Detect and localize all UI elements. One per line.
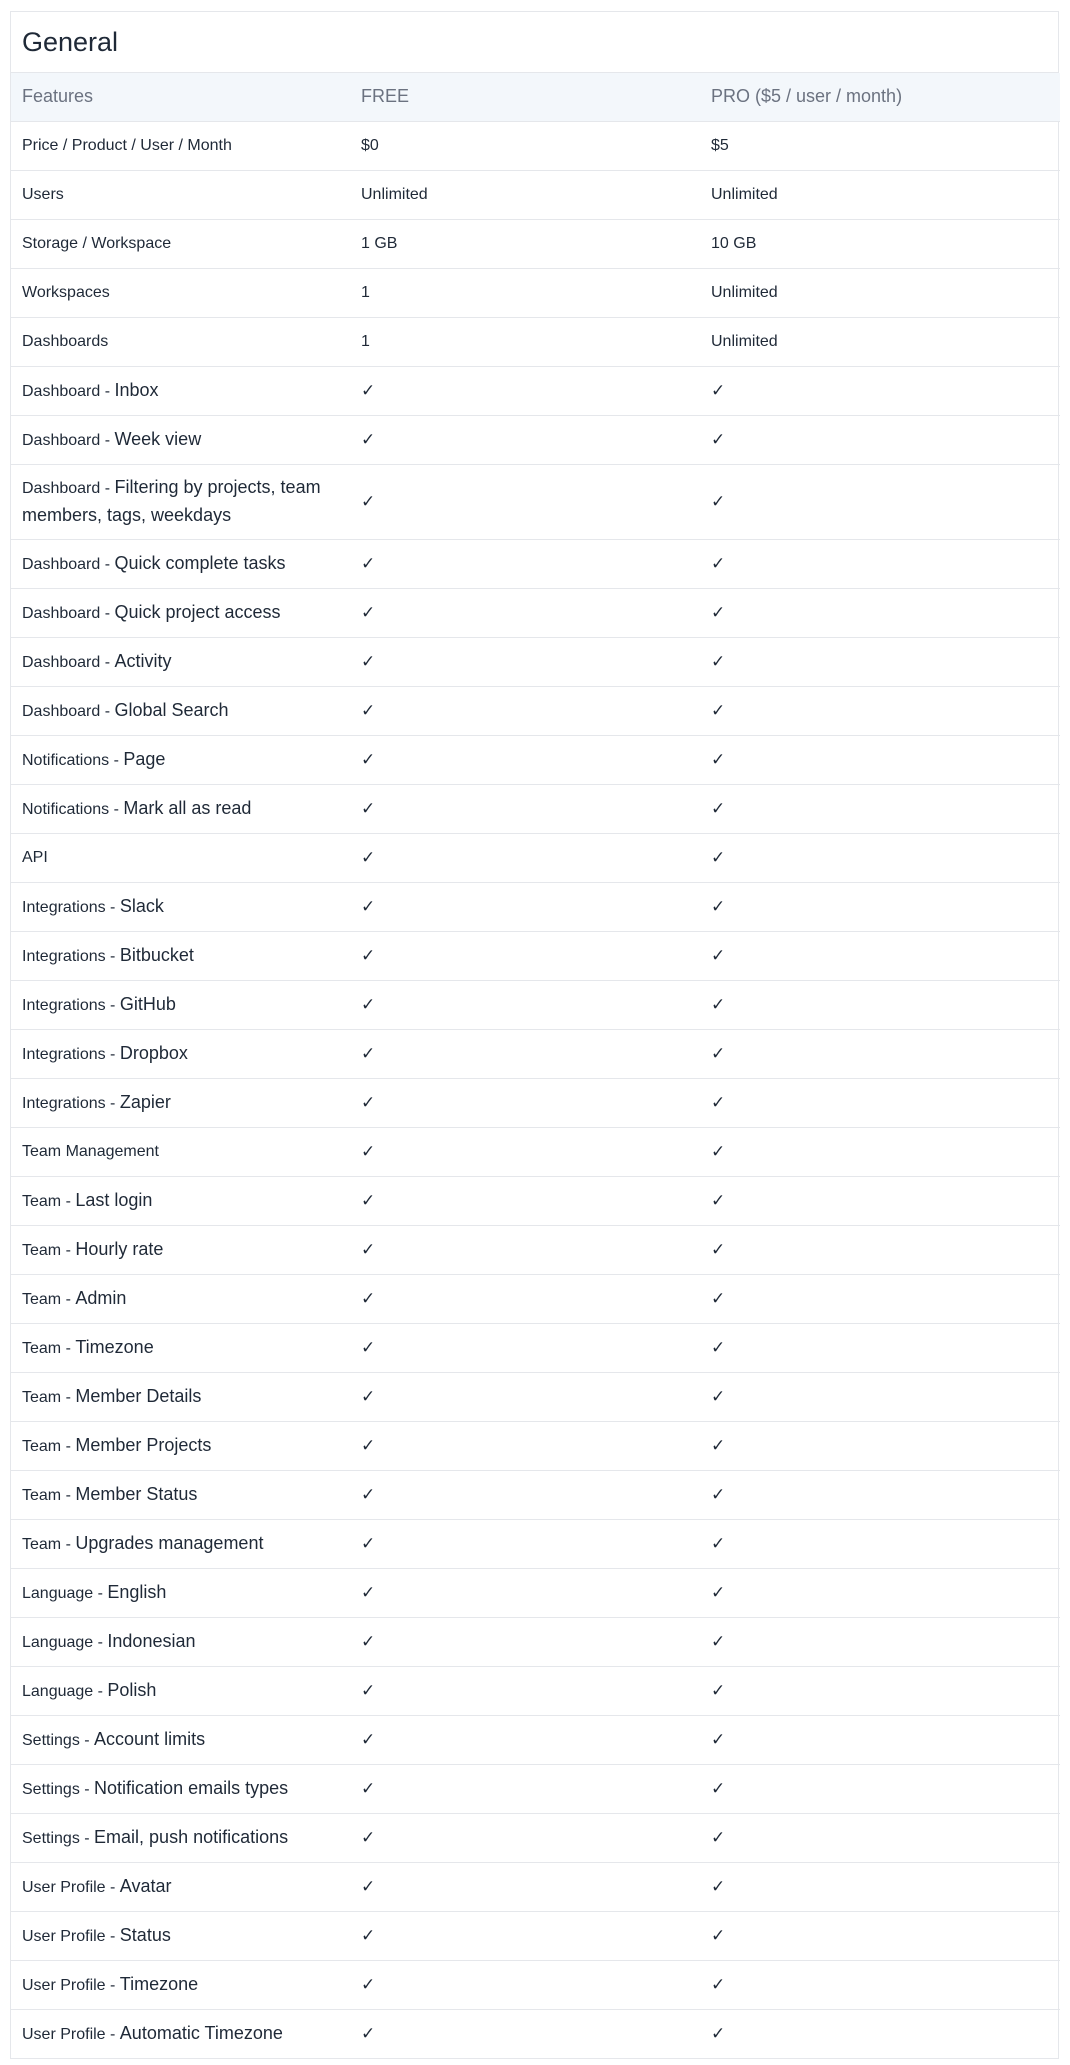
pro-plan-checkmark-icon: ✓: [700, 1029, 1060, 1078]
free-plan-value: 1: [350, 268, 700, 317]
feature-category: Storage / Workspace: [22, 234, 172, 252]
feature-cell: [11, 588, 350, 637]
feature-cell: [11, 415, 350, 464]
table-row: [11, 1960, 1060, 2009]
pro-plan-checkmark-icon: ✓: [700, 686, 1060, 735]
feature-separator: -: [79, 1830, 95, 1847]
feature-category: Dashboard: [22, 605, 101, 622]
free-plan-checkmark-icon: ✓: [350, 980, 700, 1029]
feature-category: Dashboard: [22, 556, 101, 573]
free-plan-checkmark-icon: ✓: [350, 1960, 700, 2009]
feature-name: Mark all as read: [123, 798, 252, 818]
free-plan-checkmark-icon: ✓: [350, 1666, 700, 1715]
free-plan-value: 1 GB: [350, 219, 700, 268]
pro-plan-checkmark-icon: ✓: [700, 588, 1060, 637]
feature-cell: [11, 1813, 350, 1862]
feature-separator: -: [61, 1193, 76, 1210]
feature-name: Activity: [114, 651, 172, 671]
pro-plan-checkmark-icon: ✓: [700, 1225, 1060, 1274]
table-row: [11, 1813, 1060, 1862]
feature-name: Member Status: [75, 1484, 198, 1504]
table-row: [11, 1127, 1060, 1176]
pricing-comparison-card: [10, 11, 1059, 2059]
feature-separator: -: [105, 899, 120, 916]
free-plan-checkmark-icon: ✓: [350, 366, 700, 415]
feature-name: GitHub: [119, 994, 176, 1014]
feature-cell: [11, 1225, 350, 1274]
feature-separator: -: [61, 1438, 76, 1455]
feature-category: Team: [22, 1438, 62, 1455]
feature-separator: -: [105, 1977, 120, 1994]
pro-plan-value: Unlimited: [700, 268, 1060, 317]
feature-category: User Profile: [22, 1928, 106, 1945]
pro-plan-checkmark-icon: ✓: [700, 1568, 1060, 1617]
feature-category: Dashboard: [22, 654, 101, 671]
feature-name: Bitbucket: [119, 945, 194, 965]
pro-plan-checkmark-icon: ✓: [700, 1960, 1060, 2009]
feature-cell: [11, 539, 350, 588]
feature-name: Indonesian: [107, 1631, 196, 1651]
feature-category: Team: [22, 1340, 62, 1357]
pro-plan-checkmark-icon: ✓: [700, 833, 1060, 882]
pro-plan-checkmark-icon: ✓: [700, 1764, 1060, 1813]
free-plan-checkmark-icon: ✓: [350, 464, 700, 539]
feature-separator: -: [100, 383, 115, 400]
feature-category: Users: [22, 185, 64, 203]
feature-cell: [11, 735, 350, 784]
feature-name: Filtering by projects, team members, tags, weekdays: [22, 476, 321, 525]
feature-category: User Profile: [22, 2026, 106, 2044]
feature-cell: [11, 784, 350, 833]
feature-category: Price / Product / User / Month: [22, 136, 232, 154]
table-row: [11, 1519, 1060, 1568]
free-plan-checkmark-icon: ✓: [350, 1764, 700, 1813]
table-row: [11, 1764, 1060, 1813]
feature-category: Dashboard: [22, 383, 101, 400]
free-plan-checkmark-icon: ✓: [350, 1813, 700, 1862]
table-row: [11, 882, 1060, 931]
feature-category: Language: [22, 1683, 94, 1700]
column-header-free: FREE: [350, 73, 700, 121]
feature-name: Quick project access: [114, 602, 281, 622]
free-plan-checkmark-icon: ✓: [350, 1029, 700, 1078]
free-plan-checkmark-icon: ✓: [350, 1421, 700, 1470]
pro-plan-checkmark-icon: ✓: [700, 464, 1060, 539]
free-plan-checkmark-icon: ✓: [350, 1470, 700, 1519]
feature-separator: -: [79, 1732, 95, 1749]
feature-cell: [11, 637, 350, 686]
feature-name: Automatic Timezone: [119, 2023, 283, 2044]
feature-name: Slack: [119, 896, 164, 916]
free-plan-checkmark-icon: ✓: [350, 1225, 700, 1274]
free-plan-checkmark-icon: ✓: [350, 637, 700, 686]
feature-cell: [11, 1274, 350, 1323]
table-row: [11, 170, 1060, 219]
feature-category: Language: [22, 1585, 94, 1602]
feature-name: Status: [119, 1925, 171, 1945]
pro-plan-checkmark-icon: ✓: [700, 1176, 1060, 1225]
table-row: [11, 833, 1060, 882]
table-row: [11, 784, 1060, 833]
feature-cell: [11, 2009, 350, 2058]
free-plan-checkmark-icon: ✓: [350, 1519, 700, 1568]
free-plan-checkmark-icon: ✓: [350, 735, 700, 784]
feature-category: Team: [22, 1193, 62, 1210]
feature-name: Dropbox: [119, 1043, 188, 1063]
feature-category: Team Management: [22, 1142, 159, 1160]
pro-plan-checkmark-icon: ✓: [700, 415, 1060, 464]
table-row: [11, 539, 1060, 588]
feature-separator: -: [105, 1095, 120, 1112]
feature-name: Hourly rate: [75, 1239, 164, 1259]
feature-separator: -: [105, 1879, 120, 1896]
pro-plan-checkmark-icon: ✓: [700, 980, 1060, 1029]
free-plan-checkmark-icon: ✓: [350, 1127, 700, 1176]
feature-separator: -: [61, 1487, 76, 1504]
table-row: [11, 366, 1060, 415]
pro-plan-checkmark-icon: ✓: [700, 366, 1060, 415]
free-plan-checkmark-icon: ✓: [350, 415, 700, 464]
feature-cell: [11, 686, 350, 735]
pro-plan-value: 10 GB: [700, 219, 1060, 268]
column-header-features: Features: [11, 73, 350, 121]
feature-cell: [11, 268, 350, 317]
feature-cell: [11, 1666, 350, 1715]
feature-category: Language: [22, 1634, 94, 1651]
feature-separator: -: [100, 605, 115, 622]
feature-name: Member Details: [75, 1386, 202, 1406]
table-row: [11, 1372, 1060, 1421]
feature-name: Global Search: [114, 700, 229, 720]
free-plan-checkmark-icon: ✓: [350, 882, 700, 931]
feature-cell: [11, 1960, 350, 2009]
feature-name: Member Projects: [75, 1435, 212, 1455]
feature-cell: [11, 1911, 350, 1960]
table-row: [11, 735, 1060, 784]
table-row: [11, 588, 1060, 637]
feature-name: Last login: [75, 1190, 153, 1210]
feature-name: Admin: [75, 1288, 127, 1308]
feature-category: Settings: [22, 1732, 80, 1749]
free-plan-checkmark-icon: ✓: [350, 686, 700, 735]
table-row: [11, 1568, 1060, 1617]
feature-name: Avatar: [119, 1876, 172, 1896]
pro-plan-value: $5: [700, 121, 1060, 170]
feature-separator: -: [61, 1340, 76, 1357]
feature-name: English: [107, 1582, 167, 1602]
feature-separator: -: [93, 1683, 108, 1700]
feature-category: Integrations: [22, 997, 106, 1014]
feature-category: Integrations: [22, 1046, 106, 1063]
feature-separator: -: [105, 2026, 120, 2044]
feature-cell: [11, 464, 350, 539]
table-row: [11, 1274, 1060, 1323]
feature-comparison-table: [11, 73, 1060, 2058]
feature-cell: [11, 1617, 350, 1666]
table-row: [11, 317, 1060, 366]
feature-cell: [11, 1372, 350, 1421]
feature-name: Week view: [114, 429, 202, 449]
pro-plan-checkmark-icon: ✓: [700, 1862, 1060, 1911]
feature-separator: -: [100, 556, 115, 573]
feature-separator: -: [105, 997, 120, 1014]
feature-separator: -: [105, 1928, 120, 1945]
free-plan-checkmark-icon: ✓: [350, 1274, 700, 1323]
feature-cell: [11, 1470, 350, 1519]
table-row: [11, 121, 1060, 170]
feature-category: Integrations: [22, 948, 106, 965]
feature-separator: -: [79, 1781, 95, 1798]
pro-plan-checkmark-icon: ✓: [700, 1421, 1060, 1470]
free-plan-checkmark-icon: ✓: [350, 1372, 700, 1421]
feature-category: API: [22, 848, 48, 866]
feature-name: Polish: [107, 1680, 157, 1700]
pro-plan-checkmark-icon: ✓: [700, 1617, 1060, 1666]
feature-cell: [11, 1078, 350, 1127]
pro-plan-checkmark-icon: ✓: [711, 2023, 726, 2043]
feature-separator: -: [100, 479, 115, 497]
free-plan-value: Unlimited: [350, 170, 700, 219]
table-body: [11, 121, 1060, 2058]
pro-plan-checkmark-icon: ✓: [700, 1911, 1060, 1960]
feature-name: Inbox: [114, 380, 159, 400]
free-plan-value: $0: [350, 121, 700, 170]
pro-plan-checkmark-icon: ✓: [700, 1323, 1060, 1372]
feature-cell: [11, 1519, 350, 1568]
feature-cell: [11, 1176, 350, 1225]
free-plan-checkmark-icon: ✓: [350, 539, 700, 588]
feature-cell: [11, 931, 350, 980]
feature-category: Team: [22, 1242, 62, 1259]
feature-separator: -: [109, 801, 124, 818]
feature-separator: -: [61, 1291, 76, 1308]
feature-cell: [11, 1568, 350, 1617]
feature-cell: [11, 1127, 350, 1176]
feature-separator: -: [100, 432, 115, 449]
table-row: [11, 980, 1060, 1029]
free-plan-checkmark-icon: ✓: [350, 1323, 700, 1372]
section-title: General: [11, 12, 1058, 73]
feature-category: Integrations: [22, 899, 106, 916]
pro-plan-checkmark-icon: ✓: [700, 1813, 1060, 1862]
feature-category: Integrations: [22, 1095, 106, 1112]
feature-category: Notifications: [22, 801, 110, 818]
free-plan-checkmark-icon: ✓: [350, 1078, 700, 1127]
feature-cell: [11, 121, 350, 170]
feature-separator: -: [100, 654, 115, 671]
table-row: [11, 1617, 1060, 1666]
feature-separator: -: [61, 1242, 76, 1259]
feature-separator: -: [109, 752, 124, 769]
table-row: [11, 464, 1060, 539]
free-plan-checkmark-icon: ✓: [350, 1617, 700, 1666]
feature-category: Dashboards: [22, 332, 109, 350]
feature-separator: -: [93, 1634, 108, 1651]
pro-plan-checkmark-icon: ✓: [700, 931, 1060, 980]
table-row: [11, 637, 1060, 686]
feature-category: Team: [22, 1487, 62, 1504]
pro-plan-checkmark-icon: ✓: [700, 1519, 1060, 1568]
pro-plan-checkmark-icon: ✓: [700, 882, 1060, 931]
pro-plan-checkmark-icon: ✓: [700, 539, 1060, 588]
feature-separator: -: [61, 1536, 76, 1553]
feature-separator: -: [93, 1585, 108, 1602]
free-plan-checkmark-icon: ✓: [350, 1715, 700, 1764]
free-plan-checkmark-icon: ✓: [350, 784, 700, 833]
free-plan-checkmark-icon: ✓: [350, 1176, 700, 1225]
table-row: [11, 1862, 1060, 1911]
pro-plan-checkmark-icon: ✓: [700, 1078, 1060, 1127]
feature-cell: [11, 833, 350, 882]
table-row: [11, 2009, 1060, 2058]
pro-plan-checkmark-icon: ✓: [700, 735, 1060, 784]
feature-cell: [11, 1764, 350, 1813]
feature-name: Timezone: [75, 1337, 154, 1357]
feature-category: Team: [22, 1291, 62, 1308]
feature-separator: -: [61, 1389, 76, 1406]
feature-name: Upgrades management: [75, 1533, 264, 1553]
feature-name: Quick complete tasks: [114, 553, 286, 573]
feature-cell: [11, 317, 350, 366]
pro-plan-checkmark-icon: ✓: [700, 1127, 1060, 1176]
pro-plan-checkmark-icon: ✓: [700, 1274, 1060, 1323]
feature-name: Timezone: [119, 1974, 199, 1994]
feature-category: Team: [22, 1389, 62, 1406]
feature-category: User Profile: [22, 1977, 106, 1994]
table-row: [11, 1421, 1060, 1470]
feature-cell: [11, 1323, 350, 1372]
free-plan-checkmark-icon: ✓: [350, 931, 700, 980]
table-row: [11, 1176, 1060, 1225]
free-plan-value: 1: [350, 317, 700, 366]
feature-name: Notification emails types: [94, 1778, 289, 1798]
free-plan-checkmark-icon: ✓: [350, 1862, 700, 1911]
feature-cell: [11, 1421, 350, 1470]
table-row: [11, 1470, 1060, 1519]
free-plan-checkmark-icon: ✓: [350, 1911, 700, 1960]
pro-plan-checkmark-icon: ✓: [700, 1715, 1060, 1764]
feature-category: User Profile: [22, 1879, 106, 1896]
feature-name: Page: [123, 749, 166, 769]
table-row: [11, 1029, 1060, 1078]
free-plan-checkmark-icon: ✓: [350, 588, 700, 637]
free-plan-checkmark-icon: ✓: [350, 833, 700, 882]
feature-cell: [11, 1862, 350, 1911]
pro-plan-checkmark-icon: ✓: [700, 1372, 1060, 1421]
pro-plan-checkmark-icon: ✓: [700, 784, 1060, 833]
table-row: [11, 1078, 1060, 1127]
table-row: [11, 1323, 1060, 1372]
table-row: [11, 1911, 1060, 1960]
column-header-pro: PRO ($5 / user / month): [700, 73, 1060, 121]
feature-cell: [11, 366, 350, 415]
feature-separator: -: [105, 1046, 120, 1063]
table-row: [11, 415, 1060, 464]
pro-plan-checkmark-icon: ✓: [700, 1666, 1060, 1715]
table-row: [11, 219, 1060, 268]
feature-name: Email, push notifications: [94, 1827, 289, 1847]
feature-category: Notifications: [22, 752, 110, 769]
feature-cell: [11, 1715, 350, 1764]
feature-separator: -: [105, 948, 120, 965]
table-row: [11, 686, 1060, 735]
table-row: [11, 1666, 1060, 1715]
feature-cell: [11, 219, 350, 268]
pro-plan-checkmark-icon: ✓: [700, 637, 1060, 686]
feature-category: Workspaces: [22, 283, 110, 301]
pro-plan-value: Unlimited: [700, 170, 1060, 219]
feature-name: Zapier: [119, 1092, 171, 1112]
table-row: [11, 268, 1060, 317]
feature-cell: [11, 882, 350, 931]
pro-plan-value: Unlimited: [700, 317, 1060, 366]
pro-plan-checkmark-icon: ✓: [700, 1470, 1060, 1519]
feature-cell: [11, 980, 350, 1029]
feature-category: Team: [22, 1536, 62, 1553]
feature-separator: -: [100, 703, 115, 720]
feature-category: Dashboard: [22, 432, 101, 449]
table-row: [11, 1715, 1060, 1764]
feature-name: Account limits: [94, 1729, 206, 1749]
feature-category: Settings: [22, 1830, 80, 1847]
free-plan-checkmark-icon: ✓: [350, 1568, 700, 1617]
table-header-row: [11, 73, 1060, 121]
feature-category: Dashboard: [22, 479, 101, 497]
table-row: [11, 1225, 1060, 1274]
feature-cell: [11, 170, 350, 219]
feature-category: Dashboard: [22, 703, 101, 720]
feature-cell: [11, 1029, 350, 1078]
feature-category: Settings: [22, 1781, 80, 1798]
table-row: [11, 931, 1060, 980]
free-plan-checkmark-icon: ✓: [361, 2023, 376, 2043]
